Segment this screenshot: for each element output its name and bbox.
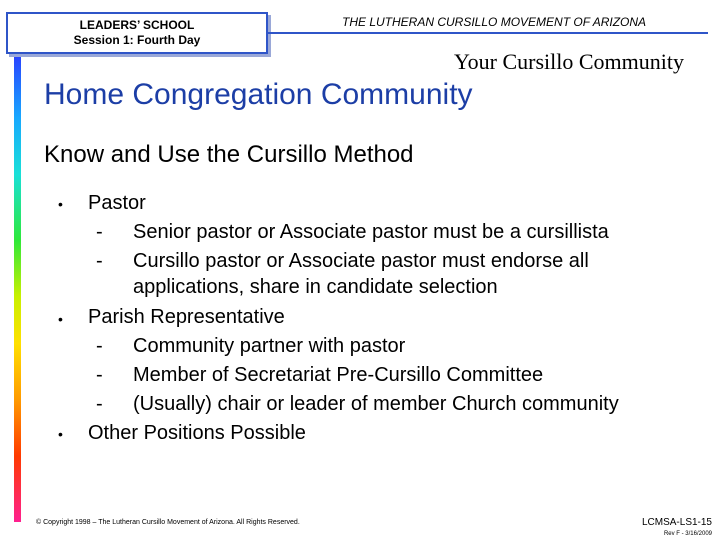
dash-marker: - — [96, 393, 103, 415]
sub-item-continuation: applications, share in candidate selection — [133, 276, 498, 298]
footer-copyright: © Copyright 1998 – The Lutheran Cursillo Movement of Arizona. All Rights Reserved. — [36, 519, 300, 526]
sub-item: Member of Secretariat Pre-Cursillo Committee — [133, 364, 544, 386]
bullet-marker: • — [58, 426, 63, 442]
school-name: LEADERS’ SCHOOL — [79, 18, 195, 32]
community-tagline: Your Cursillo Community — [453, 49, 684, 74]
dash-marker: - — [96, 364, 103, 386]
page-title: Home Congregation Community — [44, 78, 473, 111]
dash-marker: - — [96, 221, 103, 243]
sub-item: Cursillo pastor or Associate pastor must endorse all — [133, 250, 589, 272]
bullet-marker: • — [58, 311, 63, 327]
header-divider — [268, 32, 708, 34]
movement-name: THE LUTHERAN CURSILLO MOVEMENT OF ARIZONA — [342, 15, 647, 29]
list-item-pastor: Pastor — [88, 192, 146, 214]
dash-marker: - — [96, 250, 103, 272]
bullet-marker: • — [58, 196, 63, 212]
footer-slide-code: LCMSA-LS1-15 — [641, 517, 712, 528]
sub-item: Community partner with pastor — [133, 335, 406, 357]
footer-revision: Rev F - 3/16/2009 — [663, 531, 712, 537]
rainbow-side-bar — [14, 52, 21, 522]
sub-item: (Usually) chair or leader of member Church community — [133, 393, 619, 415]
session-label: Session 1: Fourth Day — [73, 33, 201, 47]
list-item-parish-representative: Parish Representative — [88, 306, 285, 328]
dash-marker: - — [96, 335, 103, 357]
list-item-other-positions: Other Positions Possible — [88, 422, 306, 444]
slide-subtitle: Know and Use the Cursillo Method — [44, 141, 414, 168]
school-session-box — [6, 12, 268, 54]
sub-item: Senior pastor or Associate pastor must be a cursillista — [133, 221, 609, 243]
